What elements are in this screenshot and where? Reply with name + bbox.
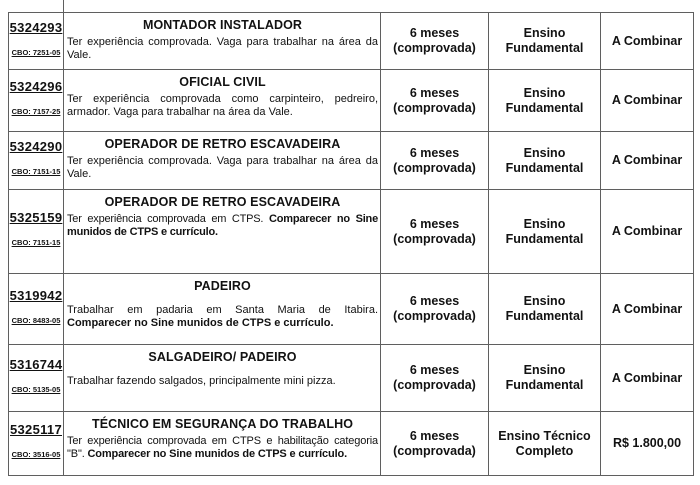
table-row	[9, 274, 693, 345]
salary-cell: A Combinar	[611, 370, 683, 385]
job-id-cell	[9, 345, 64, 411]
job-id-cell	[9, 132, 64, 189]
job-title: OPERADOR DE RETRO ESCAVADEIRA	[104, 137, 341, 151]
description-text: Ter experiência comprovada. Vaga para trabalhar na área da Vale.	[67, 155, 378, 180]
job-description	[67, 155, 378, 181]
job-id-link[interactable]: 5319942	[9, 287, 63, 303]
job-title: OPERADOR DE RETRO ESCAVADEIRA	[104, 195, 341, 209]
table-row	[9, 13, 693, 70]
job-title: SALGADEIRO/ PADEIRO	[148, 350, 297, 364]
experience-cell: 6 meses (comprovada)	[381, 345, 489, 411]
experience-cell: 6 meses (comprovada)	[381, 70, 489, 131]
education-cell: Ensino Fundamental	[489, 13, 601, 69]
job-id-cell	[9, 412, 64, 475]
job-id-cell	[9, 70, 64, 131]
job-title: PADEIRO	[194, 279, 251, 293]
job-description	[67, 93, 378, 119]
table-row	[9, 190, 693, 274]
education-cell: Ensino Fundamental	[489, 345, 601, 411]
description-text: Ter experiência comprovada em CTPS e habilitação categoria "B".	[67, 435, 378, 460]
education-cell: Ensino Fundamental	[489, 132, 601, 189]
table-row	[9, 412, 693, 475]
description-text: Trabalhar em padaria em Santa Maria de Itabira.	[67, 304, 378, 316]
description-bold-text: Comparecer no Sine munidos de CTPS e currículo.	[67, 213, 378, 238]
salary-cell: A Combinar	[611, 301, 683, 316]
experience-cell: 6 meses (comprovada)	[381, 412, 489, 475]
education-cell: Ensino Fundamental	[489, 70, 601, 131]
education-cell: Ensino Fundamental	[489, 190, 601, 273]
job-description	[67, 36, 378, 62]
job-id-cell	[9, 13, 64, 69]
job-id-link[interactable]: 5324293	[9, 19, 63, 35]
cbo-code-link[interactable]: CBO: 7251-05	[11, 47, 61, 57]
job-title: MONTADOR INSTALADOR	[142, 18, 303, 32]
salary-cell: A Combinar	[611, 93, 683, 107]
description-text: Ter experiência comprovada como carpinteiro, pedreiro, armador. Vaga para trabalhar na área da Vale.	[67, 93, 378, 118]
table-row	[9, 70, 693, 132]
experience-cell: 6 meses (comprovada)	[381, 132, 489, 189]
job-title: TÉCNICO EM SEGURANÇA DO TRABALHO	[91, 417, 354, 431]
description-text: Trabalhar fazendo salgados, principalmente mini pizza.	[67, 375, 336, 387]
job-description-cell	[64, 70, 381, 131]
job-description	[67, 435, 378, 461]
salary-cell: A Combinar	[611, 33, 683, 48]
cutoff-row-border-stub	[63, 0, 64, 12]
job-id-link[interactable]: 5316744	[9, 356, 63, 372]
table-row	[9, 345, 693, 412]
experience-cell: 6 meses (comprovada)	[381, 190, 489, 273]
job-description	[67, 213, 378, 239]
job-description	[67, 375, 378, 388]
job-title: OFICIAL CIVIL	[179, 75, 266, 89]
salary-cell: A Combinar	[611, 153, 683, 167]
job-id-link[interactable]: 5324290	[9, 139, 63, 154]
cbo-code-link[interactable]: CBO: 5135-05	[11, 384, 61, 394]
education-cell: Ensino Fundamental	[489, 274, 601, 344]
table-row	[9, 132, 693, 190]
description-text: Ter experiência comprovada em CTPS.	[67, 213, 269, 225]
job-description-cell	[64, 274, 381, 344]
cbo-code-link[interactable]: CBO: 8483-05	[11, 315, 61, 325]
experience-cell: 6 meses (comprovada)	[381, 13, 489, 69]
job-description-cell	[64, 345, 381, 411]
salary-cell: A Combinar	[611, 224, 683, 238]
description-text: Ter experiência comprovada. Vaga para trabalhar na área da Vale.	[67, 36, 378, 61]
job-description-cell	[64, 13, 381, 69]
description-bold-text: Comparecer no Sine munidos de CTPS e currículo.	[67, 317, 334, 329]
job-id-cell	[9, 274, 64, 344]
cbo-code-link[interactable]: CBO: 7151-15	[11, 167, 61, 176]
job-description-cell	[64, 412, 381, 475]
job-description-cell	[64, 190, 381, 273]
job-id-link[interactable]: 5325159	[9, 210, 63, 225]
job-vacancies-table	[8, 12, 694, 476]
cbo-code-link[interactable]: CBO: 7157-25	[11, 107, 61, 116]
experience-cell: 6 meses (comprovada)	[381, 274, 489, 344]
job-description	[67, 304, 378, 330]
cbo-code-link[interactable]: CBO: 7151-15	[11, 238, 61, 247]
job-id-link[interactable]: 5324296	[9, 79, 63, 94]
job-id-cell	[9, 190, 64, 273]
description-bold-text: Comparecer no Sine munidos de CTPS e currículo.	[87, 448, 347, 460]
salary-cell: R$ 1.800,00	[612, 436, 682, 450]
job-description-cell	[64, 132, 381, 189]
job-id-link[interactable]: 5325117	[10, 422, 62, 437]
cbo-code-link[interactable]: CBO: 3516-05	[11, 450, 61, 459]
education-cell: Ensino Técnico Completo	[489, 412, 601, 475]
